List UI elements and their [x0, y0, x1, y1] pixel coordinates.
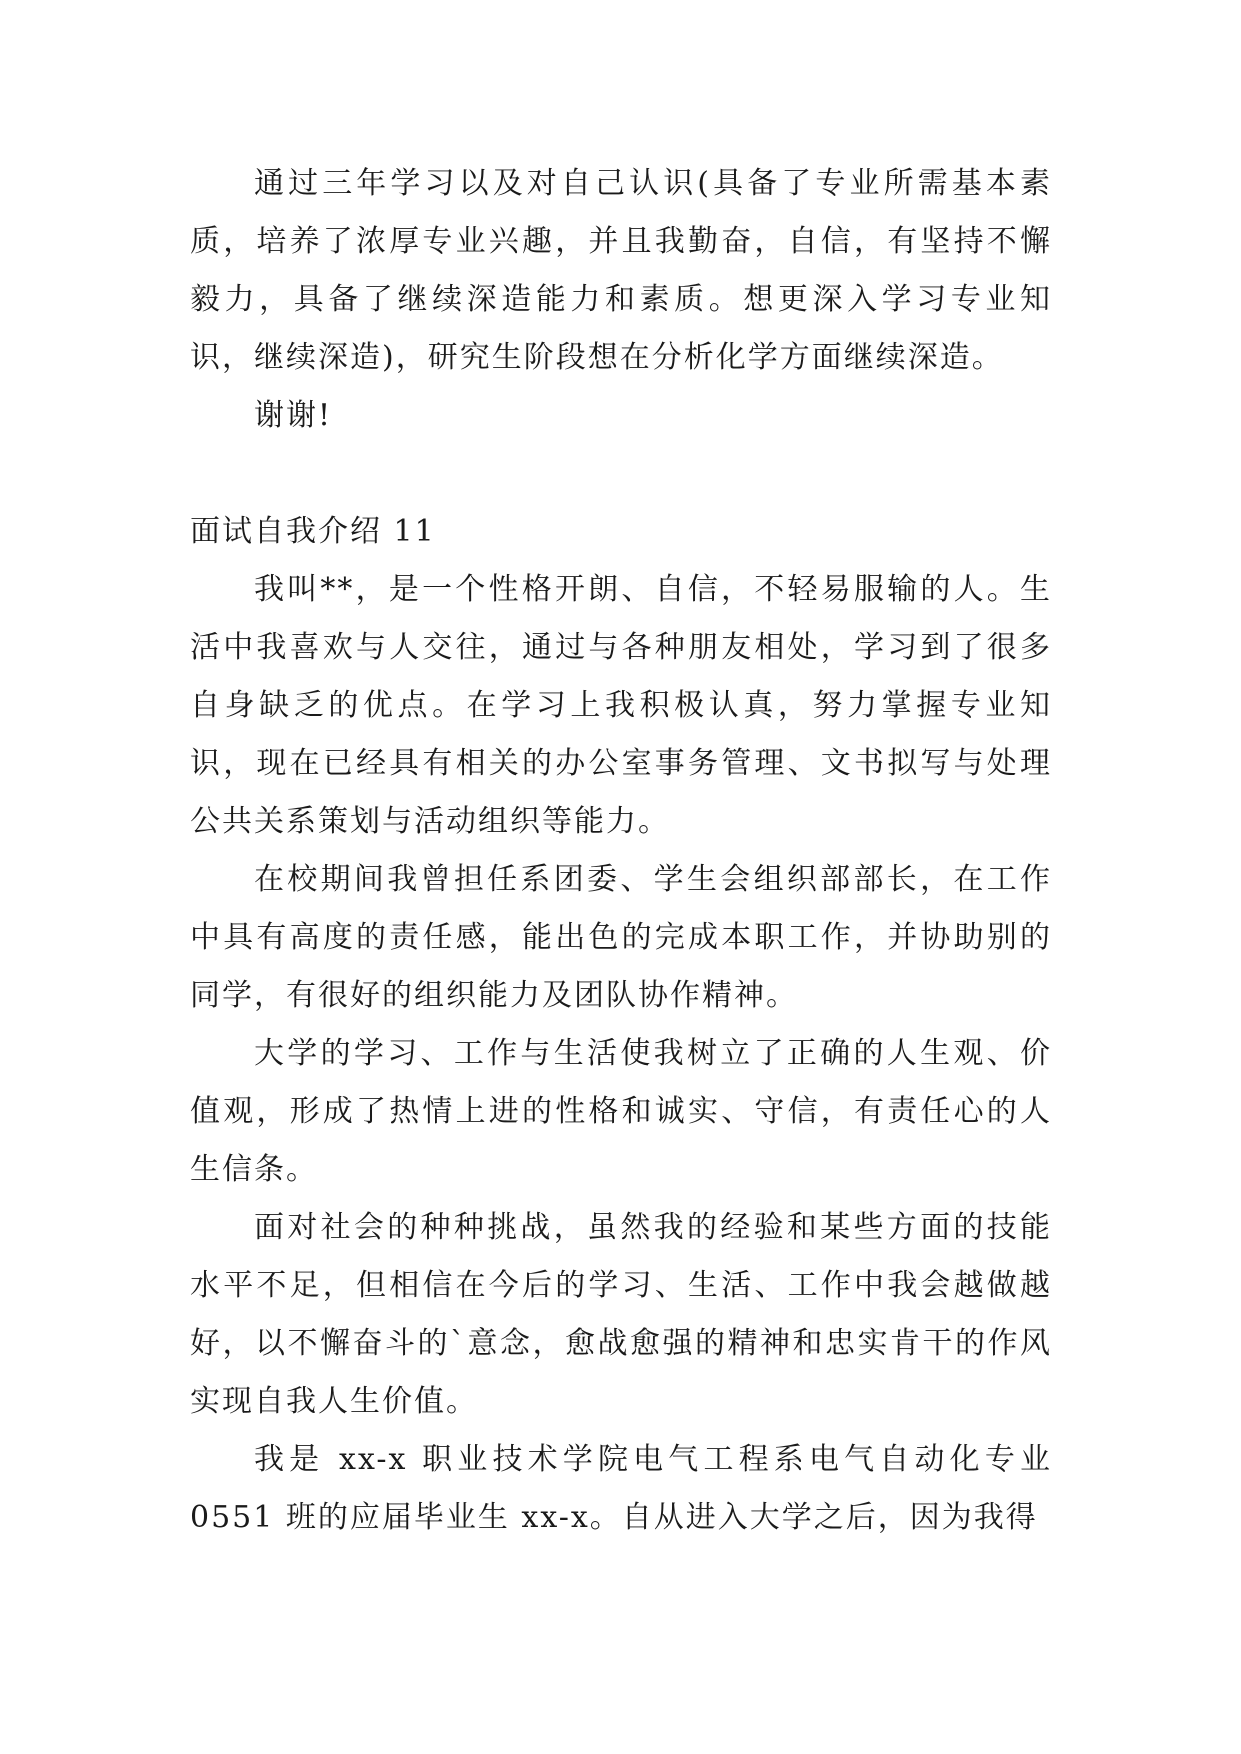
document-body — [190, 155, 1052, 1547]
paragraph-campus-roles: 在校期间我曾担任系团委、学生会组织部部长，在工作中具有高度的责任感，能出色的完成本职工作，并协助别的同学，有很好的组织能力及团队协作精神。 — [190, 862, 1052, 1013]
paragraph-challenges: 面对社会的种种挑战，虽然我的经验和某些方面的技能水平不足，但相信在今后的学习、生活、工作中我会越做越好，以不懈奋斗的`意念，愈战愈强的精神和忠实肯干的作风实现自我人生价值。 — [190, 1210, 1052, 1419]
paragraph-personality: 我叫**，是一个性格开朗、自信，不轻易服输的人。生活中我喜欢与人交往，通过与各种朋友相处，学习到了很多自身缺乏的优点。在学习上我积极认真，努力掌握专业知识，现在已经具有相关的办公室事务管理、文书拟写与处理公共关系策划与活动组织等能力。 — [190, 572, 1052, 839]
section-heading: 面试自我介绍 11 — [190, 514, 436, 549]
paragraph-study-summary: 通过三年学习以及对自己认识(具备了专业所需基本素质，培养了浓厚专业兴趣，并且我勤奋，自信，有坚持不懈毅力，具备了继续深造能力和素质。想更深入学习专业知识，继续深造)，研究生阶段想在分析化学方面继续深造。 — [190, 166, 1052, 375]
blank-line — [190, 445, 1052, 503]
paragraph-introduction: 我是 xx-x 职业技术学院电气工程系电气自动化专业 0551 班的应届毕业生 xx-x。自从进入大学之后，因为我得 — [190, 1442, 1052, 1535]
paragraph-values: 大学的学习、工作与生活使我树立了正确的人生观、价值观，形成了热情上进的性格和诚实、守信，有责任心的人生信条。 — [190, 1036, 1052, 1187]
paragraph-thanks: 谢谢! — [254, 398, 333, 433]
